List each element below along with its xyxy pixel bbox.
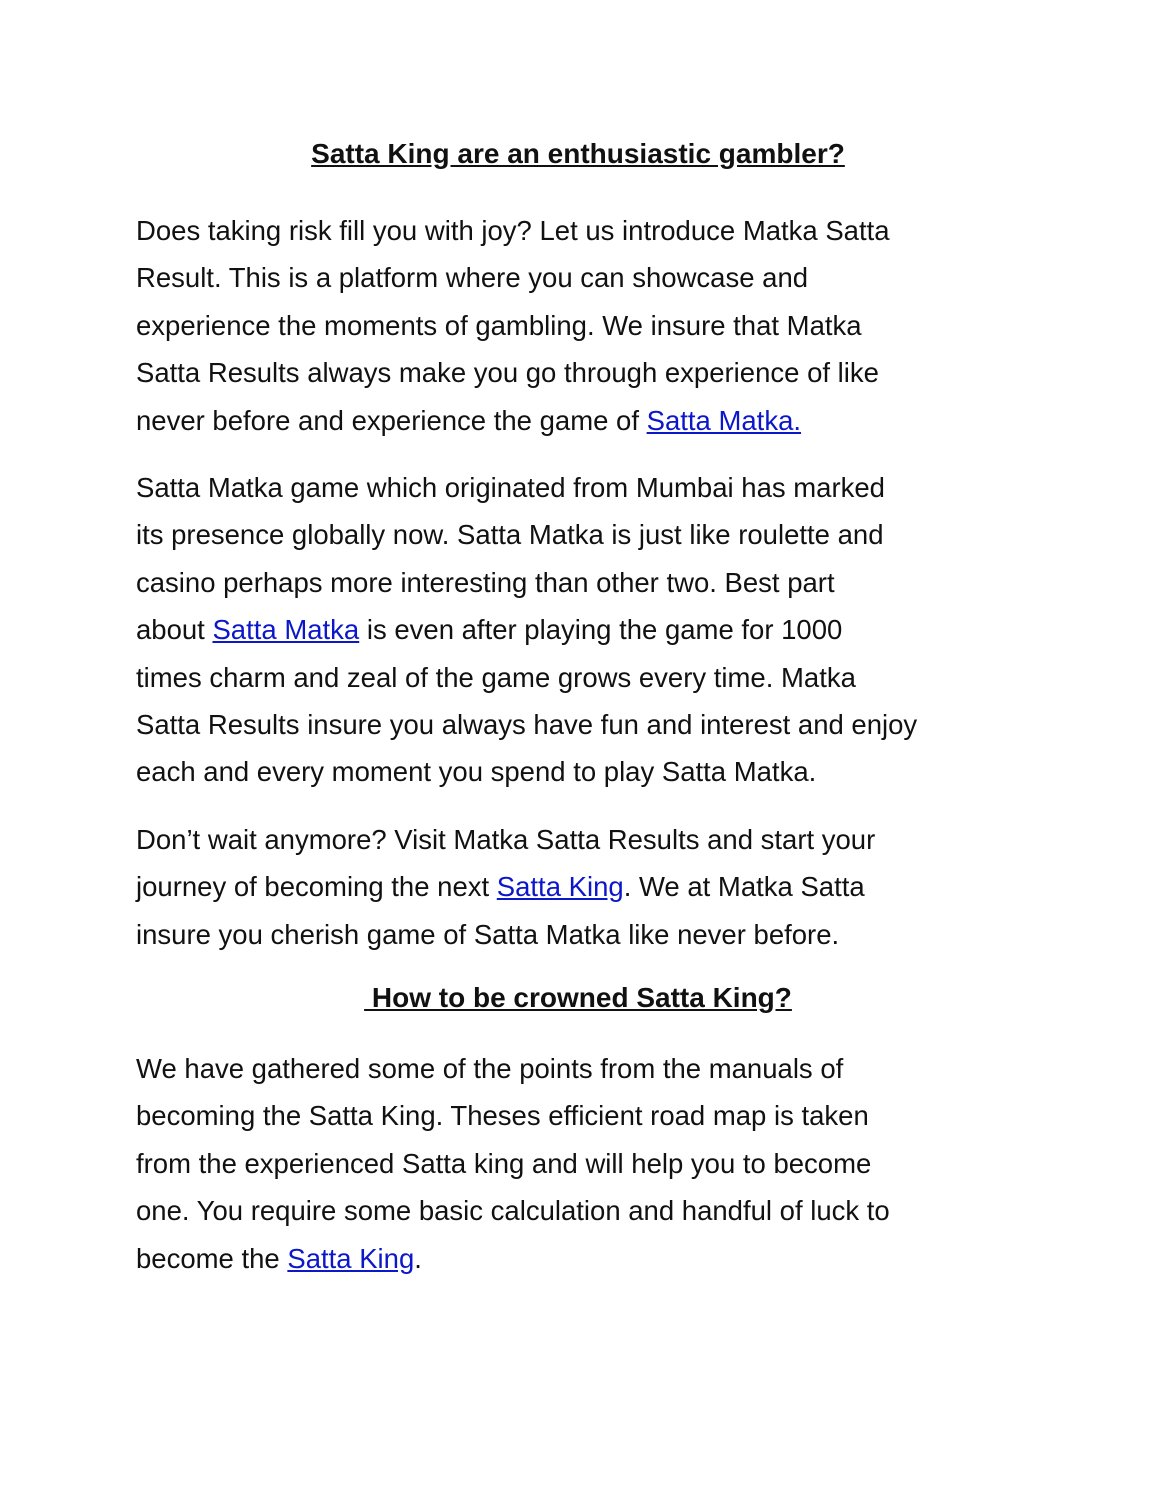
text-line [136, 464, 917, 511]
text-segment: its presence globally now. Satta Matka is just like roulette and [136, 519, 884, 551]
paragraph-gathered-points [136, 1045, 890, 1282]
text-line [136, 863, 875, 910]
text-line [136, 1092, 890, 1139]
text-line [136, 1187, 890, 1234]
text-line [136, 207, 890, 254]
text-segment: Does taking risk fill you with joy? Let us introduce Matka Satta [136, 215, 890, 246]
text-segment: Don’t wait anymore? Visit Matka Satta Results and start your [136, 824, 876, 855]
text-segment: Satta Results always make you go through experience of like [136, 357, 879, 389]
hyperlink[interactable]: Satta Matka [212, 614, 360, 646]
text-segment: experience the moments of gambling. We insure that Matka [136, 309, 862, 341]
text-segment: each and every moment you spend to play Satta Matka. [136, 756, 817, 788]
text-segment: We have gathered some of the points from the manuals of [136, 1053, 844, 1084]
text-line [136, 1045, 890, 1092]
text-line [136, 911, 875, 958]
text-line [136, 302, 890, 349]
hyperlink[interactable]: Satta Matka. [646, 404, 802, 436]
text-segment: journey of becoming the next [136, 871, 497, 903]
heading-how-to-be-crowned: How to be crowned Satta King? [364, 982, 792, 1013]
text-segment: becoming the Satta King. Theses efficient road map is taken [136, 1100, 869, 1132]
text-line [136, 748, 917, 795]
text-segment: . [414, 1242, 422, 1274]
text-segment: insure you cherish game of Satta Matka like never before. [136, 918, 840, 950]
text-segment: Result. This is a platform where you can showcase and [136, 262, 809, 294]
text-segment: never before and experience the game of [136, 404, 647, 436]
paragraph-intro [136, 207, 890, 444]
hyperlink[interactable]: Satta King [496, 871, 624, 903]
text-line [136, 1235, 890, 1282]
paragraph-visit [136, 816, 875, 958]
text-line [136, 816, 875, 863]
text-segment: casino perhaps more interesting than other two. Best part [136, 566, 835, 598]
text-segment: about [136, 614, 213, 646]
text-segment: . We at Matka Satta [623, 871, 865, 903]
text-line [136, 397, 890, 444]
text-line [136, 1140, 890, 1187]
text-segment: Satta Results insure you always have fun and interest and enjoy [136, 708, 918, 740]
heading-satta-king-gambler: Satta King are an enthusiastic gambler? [311, 138, 845, 169]
text-segment: one. You require some basic calculation and handful of luck to [136, 1195, 890, 1227]
text-line [136, 254, 890, 301]
text-line [136, 511, 917, 558]
text-segment: is even after playing the game for 1000 [359, 614, 843, 646]
hyperlink[interactable]: Satta King [287, 1242, 415, 1274]
text-line [136, 654, 917, 701]
text-segment: times charm and zeal of the game grows every time. Matka [136, 661, 856, 693]
text-segment: from the experienced Satta king and will help you to become [136, 1147, 872, 1179]
paragraph-origin [136, 464, 917, 796]
text-segment: Satta Matka game which originated from Mumbai has marked [136, 472, 885, 503]
text-line [136, 701, 917, 748]
text-line [136, 349, 890, 396]
text-segment: become the [136, 1242, 288, 1274]
text-line [136, 606, 917, 653]
text-line [136, 559, 917, 606]
